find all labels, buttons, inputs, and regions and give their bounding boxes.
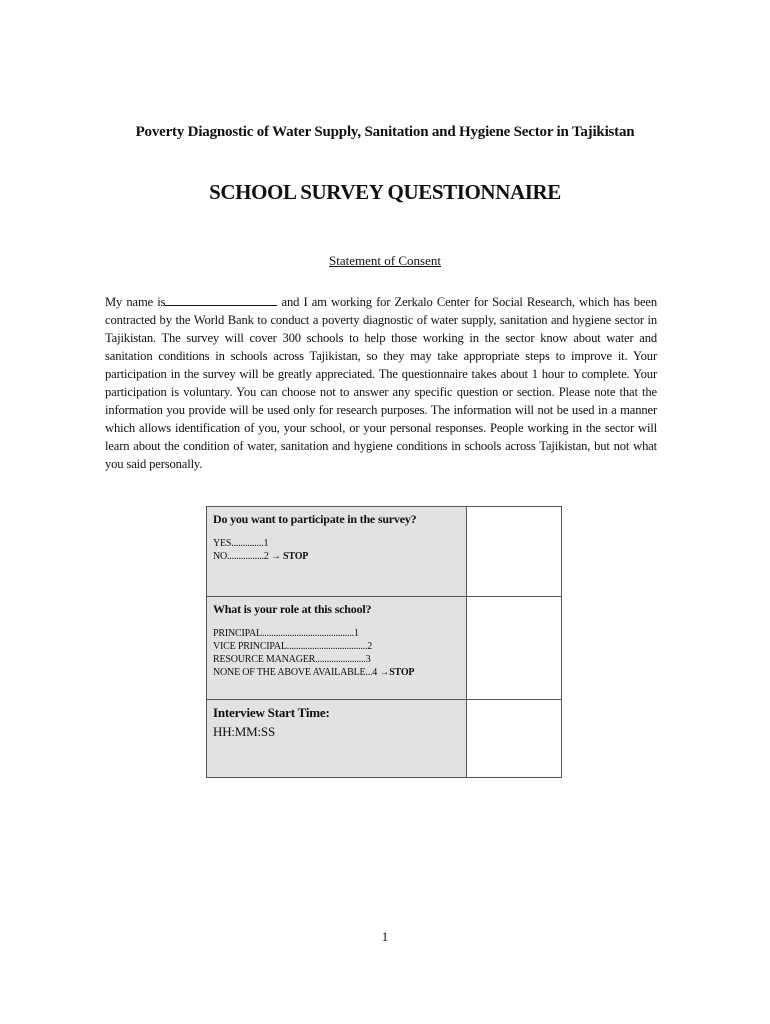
consent-questions-table <box>206 506 562 778</box>
start-time-format: HH:MM:SS <box>213 724 275 739</box>
option-vice-principal: VICE PRINCIPAL...................................2 <box>213 641 373 652</box>
option-resource-manager: RESOURCE MANAGER......................3 <box>213 654 371 665</box>
option-yes: YES..............1 <box>213 538 269 549</box>
stop-instruction: → STOP <box>270 551 309 562</box>
question-cell <box>207 700 467 777</box>
question-role: What is your role at this school? <box>213 602 372 616</box>
answer-box-participate[interactable] <box>467 507 561 596</box>
page-number: 1 <box>381 929 389 944</box>
questionnaire-title: SCHOOL SURVEY QUESTIONNAIRE <box>209 180 561 204</box>
option-principal: PRINCIPAL........................................1 <box>213 628 359 639</box>
answer-box-start-time[interactable] <box>467 700 561 777</box>
option-no: NO................2 → STOP <box>213 551 309 562</box>
question-row-role <box>207 597 561 700</box>
consent-intro: My name is <box>105 295 166 309</box>
question-start-time: Interview Start Time: <box>213 705 330 720</box>
question-row-start-time <box>207 700 561 777</box>
answer-box-role[interactable] <box>467 597 561 699</box>
document-header-title: Poverty Diagnostic of Water Supply, Sanitation and Hygiene Sector in Tajikistan <box>135 124 635 140</box>
name-blank-line <box>165 294 277 306</box>
option-none-available: NONE OF THE ABOVE AVAILABLE...4 →STOP <box>213 667 415 678</box>
stop-instruction: →STOP <box>379 667 415 678</box>
question-cell <box>207 507 467 596</box>
question-row-participate <box>207 507 561 597</box>
consent-paragraph <box>105 293 657 473</box>
question-participate: Do you want to participate in the survey? <box>213 512 417 526</box>
consent-heading: Statement of Consent <box>329 253 441 268</box>
consent-text: and I am working for Zerkalo Center for Social Research, which has been contracted by the World Bank to conduct a poverty diagnostic of water supply, sanitation and hygiene sector in Tajikistan. The survey will cover 300 schools to help those working in the sector know about water and sanitation conditions in schools across Tajikistan, so they may take appropriate steps to improve it. Your participation in the survey will be greatly appreciated. The questionnaire takes about 1 hour to complete. Your participation is voluntary. You can choose not to answer any specific question or section. Please note that the information you provide will be used only for research purposes. The information will not be used in a manner which allows identification of you, your school, or your personal responses. People working in the sector will learn about the condition of water, sanitation and hygiene conditions in schools across Tajikistan, but not what you said personally. <box>105 295 657 471</box>
question-cell <box>207 597 467 699</box>
